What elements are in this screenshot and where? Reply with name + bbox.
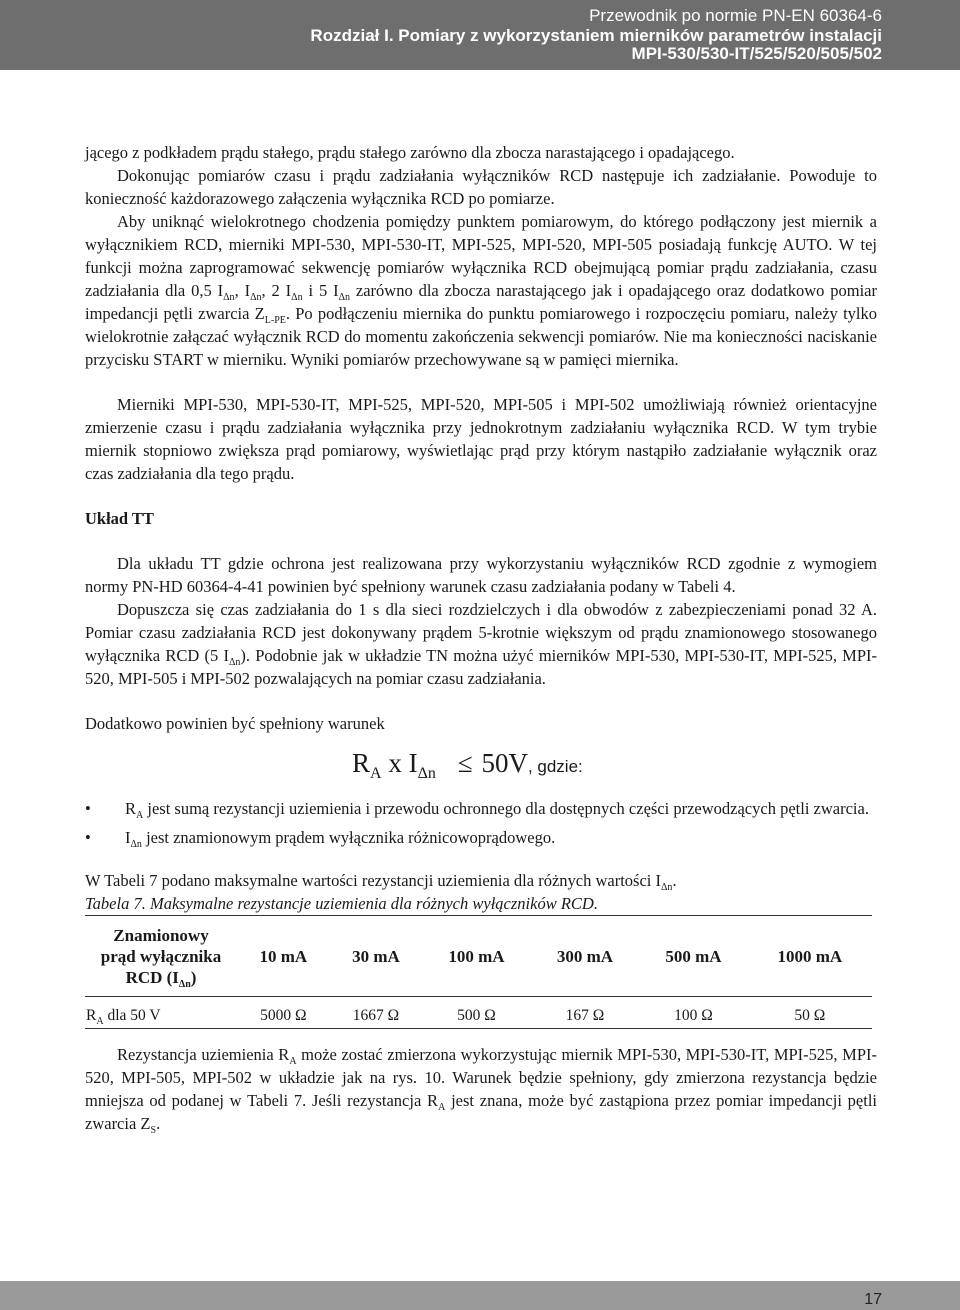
table-caption: Tabela 7. Maksymalne rezystancje uziemienia dla różnych wyłączników RCD. [85, 894, 598, 913]
table-cell: 100 Ω [639, 1003, 747, 1029]
table-header-cell: Znamionowy prąd wyłącznika RCD $(I_{\Delta n})$ [85, 916, 237, 997]
paragraph-auto-function: Aby uniknąć wielokrotnego chodzenia pomiędzy punktem pomiarowym, do którego podłączony jest miernik a wyłącznikiem RCD, mierniki MPI-530, MPI-530-IT, MPI-525, MPI-520, MPI-505 posiadają funkcję AUTO. W tej funkcji można zaprogramować sekwencję pomiarów wyłącznika RCD obejmującą pomiar prądu zadziałania, czasu zadziałania dla 0,5 $I_{\Delta n}$, $I_{\Delta n}$, 2 $I_{\Delta n}$ i 5 $I_{\Delta n}$ zarówno dla zbocza narastającego jak i opadającego oraz dodatkowo pomiar impedancji pętli zwarcia $Z_{L-PE}$. Po podłączeniu miernika do punktu pomiarowego i rozpoczęciu pomiaru, należy tylko wielokrotnie załączać wyłącznik RCD do momentu zakończenia sekwencji pomiarów. Nie ma konieczności naciskanie przycisku START w mierniku. Wyniki pomiarów przechowywane są w pamięci miernika. [85, 212, 878, 369]
table-header-row [85, 916, 872, 997]
table-cell: 500 Ω [422, 1003, 530, 1029]
less-equal-symbol: ≤ [457, 748, 473, 778]
page-content [85, 141, 877, 1135]
paragraph-tt-time: Dopuszcza się czas zadziałania do 1 s dla sieci rozdzielczych i dla obwodów z zabezpieczeniami ponad 32 A. Pomiar czasu zadziałania RCD jest dokonywany prądem 5-krotnie większym od prądu znamionowego stosowanego wyłącznika RCD (5 $I_{\Delta n}$). Podobnie jak w układzie TN można użyć mierników MPI-530, MPI-530-IT, MPI-525, MPI-520, MPI-505 i MPI-502 pozwalających na pomiar czasu zadziałania. [85, 600, 878, 688]
page-number: 17 [864, 1291, 882, 1308]
page-footer [0, 1281, 960, 1310]
table-header-cell: 10 mA [237, 916, 330, 997]
table-header-cell: 1000 mA [748, 916, 872, 997]
table-cell: 50 Ω [748, 1003, 872, 1029]
table-cell: 167 Ω [531, 1003, 639, 1029]
table-cell: $R_A$ dla 50 V [85, 1003, 237, 1029]
table-header-cell: 100 mA [422, 916, 530, 997]
list-item: • $I_{\Delta n}$ jest znamionowym prądem wyłącznika różnicowoprądowego. [85, 828, 556, 850]
paragraph-table-intro: W Tabeli 7 podano maksymalne wartości rezystancji uziemienia dla różnych wartości $I_{\Delta n}$. [85, 871, 677, 893]
table-cell: 5000 Ω [237, 1003, 330, 1029]
paragraph-orientation-mode: Mierniki MPI-530, MPI-530-IT, MPI-525, MPI-520, MPI-505 i MPI-502 umożliwiają również orientacyjne zmierzenie czasu i prądu zadziałania wyłącznika przy jednokrotnym zadziałaniu wyłącznika RCD. W tym trybie miernik stopniowo zwiększa prąd pomiarowy, wyświetlając prąd przy którym nastąpiło zadziałanie wyłącznik oraz czas zadziałania dla tego prądu. [85, 395, 877, 483]
header-device-models: MPI-530/530-IT/525/520/505/502 [631, 44, 882, 63]
section-heading: Układ TT [85, 509, 154, 528]
definition-list [85, 797, 877, 849]
table-header-cell: 300 mA [531, 916, 639, 997]
table-row [85, 1003, 872, 1029]
header-guide-title: Przewodnik po normie PN-EN 60364-6 [589, 6, 882, 25]
paragraph-tt: Dla układu TT gdzie ochrona jest realizowana przy wykorzystaniu wyłączników RCD zgodnie z wymogiem normy PN-HD 60364-4-41 powinien być spełniony warunek czasu zadziałania podany w Tabeli 4. [85, 554, 877, 596]
bullet-icon: • [85, 799, 91, 818]
paragraph-condition: Dodatkowo powinien być spełniony warunek [85, 714, 385, 733]
page-header [0, 0, 960, 70]
paragraph: jącego z podkładem prądu stałego, prądu stałego zarówno dla zbocza narastającego i opadającego. [85, 143, 735, 162]
table-cell: 1667 Ω [330, 1003, 423, 1029]
paragraph-measurement: Rezystancja uziemienia $R_A$ może zostać zmierzona wykorzystując miernik MPI-530, MPI-530-IT, MPI-525, MPI-520, MPI-505, MPI-502 w układzie jak na rys. 10. Warunek będzie spełniony, gdy zmierzona rezystancja będzie mniejsza od podanej w Tabeli 7. Jeśli rezystancja $R_A$ jest znana, może być zastąpiona przez pomiar impedancji pętli zwarcia $Z_S$. [85, 1045, 877, 1136]
condition-formula: $R_A$ x $I_{\Delta n} \le 50V$, gdzie: [352, 748, 583, 782]
header-chapter-title: Rozdział I. Pomiary z wykorzystaniem mierników parametrów instalacji [310, 26, 882, 45]
bullet-icon: • [85, 828, 91, 847]
table-header-cell: 500 mA [639, 916, 747, 997]
resistance-table [85, 915, 872, 1029]
paragraph: Dokonując pomiarów czasu i prądu zadziałania wyłączników RCD następuje ich zadziałanie. Powoduje to konieczność każdorazowego załączenia wyłącznika RCD po pomiarze. [85, 166, 877, 208]
list-item: • $R_A$ jest sumą rezystancji uziemienia i przewodu ochronnego dla dostępnych części przewodzących pętli zwarcia. [85, 799, 869, 821]
table-header-cell: 30 mA [330, 916, 423, 997]
